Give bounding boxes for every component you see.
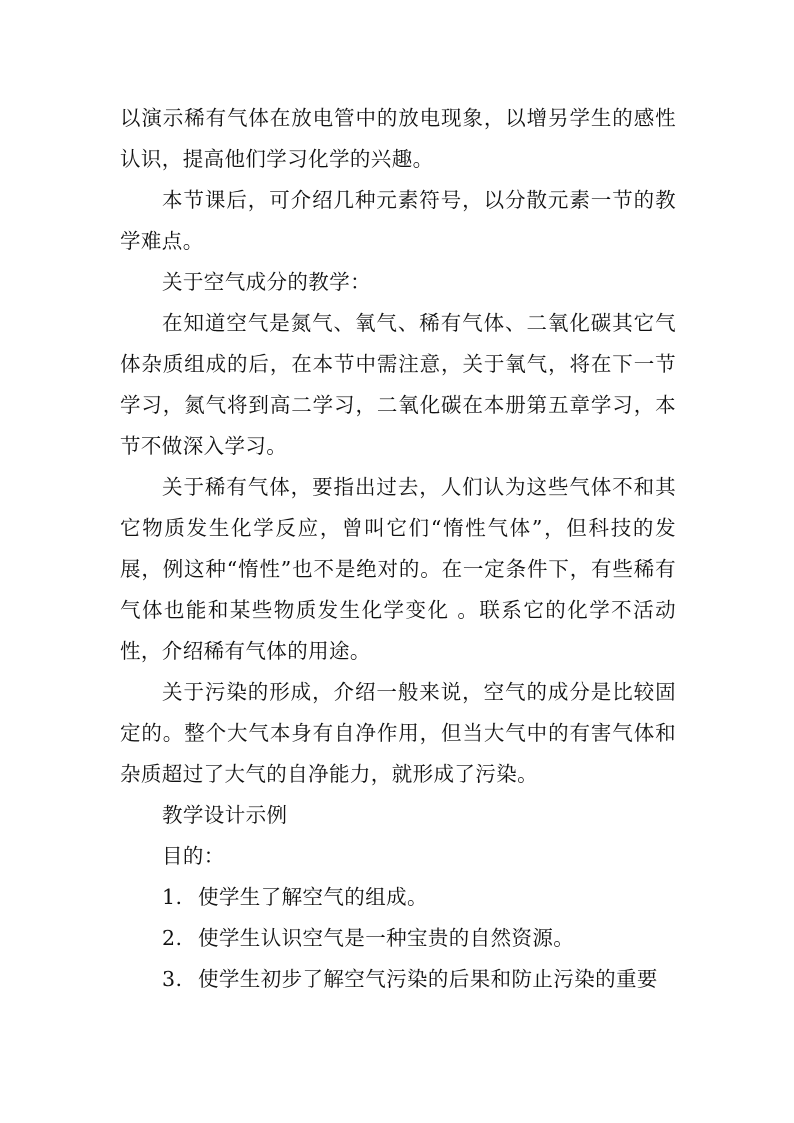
paragraph-pollution: 关于污染的形成，介绍一般来说，空气的成分是比较固定的。整个大气本身有自净作用，但当大气中的有害气体和杂质超过了大气的自净能力，就形成了污染。: [120, 680, 676, 786]
paragraph-noble-gases: 关于稀有气体，要指出过去，人们认为这些气体不和其它物质发生化学反应，曾叫它们“惰性气体”，但科技的发展，例这种“惰性”也不是绝对的。在一定条件下，有些稀有气体也能和某些物质发生化学变化 。联系它的化学不活动性，介绍稀有气体的用途。: [120, 475, 676, 663]
list-number: 2.: [162, 926, 183, 950]
objective-item-3: [120, 959, 676, 1000]
section-heading-objectives: 目的：: [162, 844, 225, 868]
list-text: 使学生初步了解空气污染的后果和防止污染的重要: [198, 967, 658, 991]
list-number: 3.: [162, 967, 183, 991]
paragraph-element-symbols: 本节课后，可介绍几种元素符号，以分散元素一节的教学难点。: [120, 188, 676, 253]
list-text: 使学生认识空气是一种宝贵的自然资源。: [198, 926, 575, 950]
section-heading-teaching-design: 教学设计示例: [162, 803, 288, 827]
objective-item-1: [120, 877, 676, 918]
list-text: 使学生了解空气的组成。: [198, 885, 428, 909]
paragraph-demo-noble-gas: 以演示稀有气体在放电管中的放电现象，以增另学生的感性认识，提高他们学习化学的兴趣。: [120, 106, 676, 171]
list-number: 1.: [162, 885, 183, 909]
document-body: [120, 98, 676, 1000]
objective-item-2: [120, 918, 676, 959]
paragraph-air-components: 在知道空气是氮气、氧气、稀有气体、二氧化碳其它气体杂质组成的后，在本节中需注意，关于氧气，将在下一节学习，氮气将到高二学习，二氧化碳在本册第五章学习，本节不做深入学习。: [120, 311, 676, 458]
paragraph-air-composition-heading: 关于空气成分的教学：: [162, 270, 371, 294]
